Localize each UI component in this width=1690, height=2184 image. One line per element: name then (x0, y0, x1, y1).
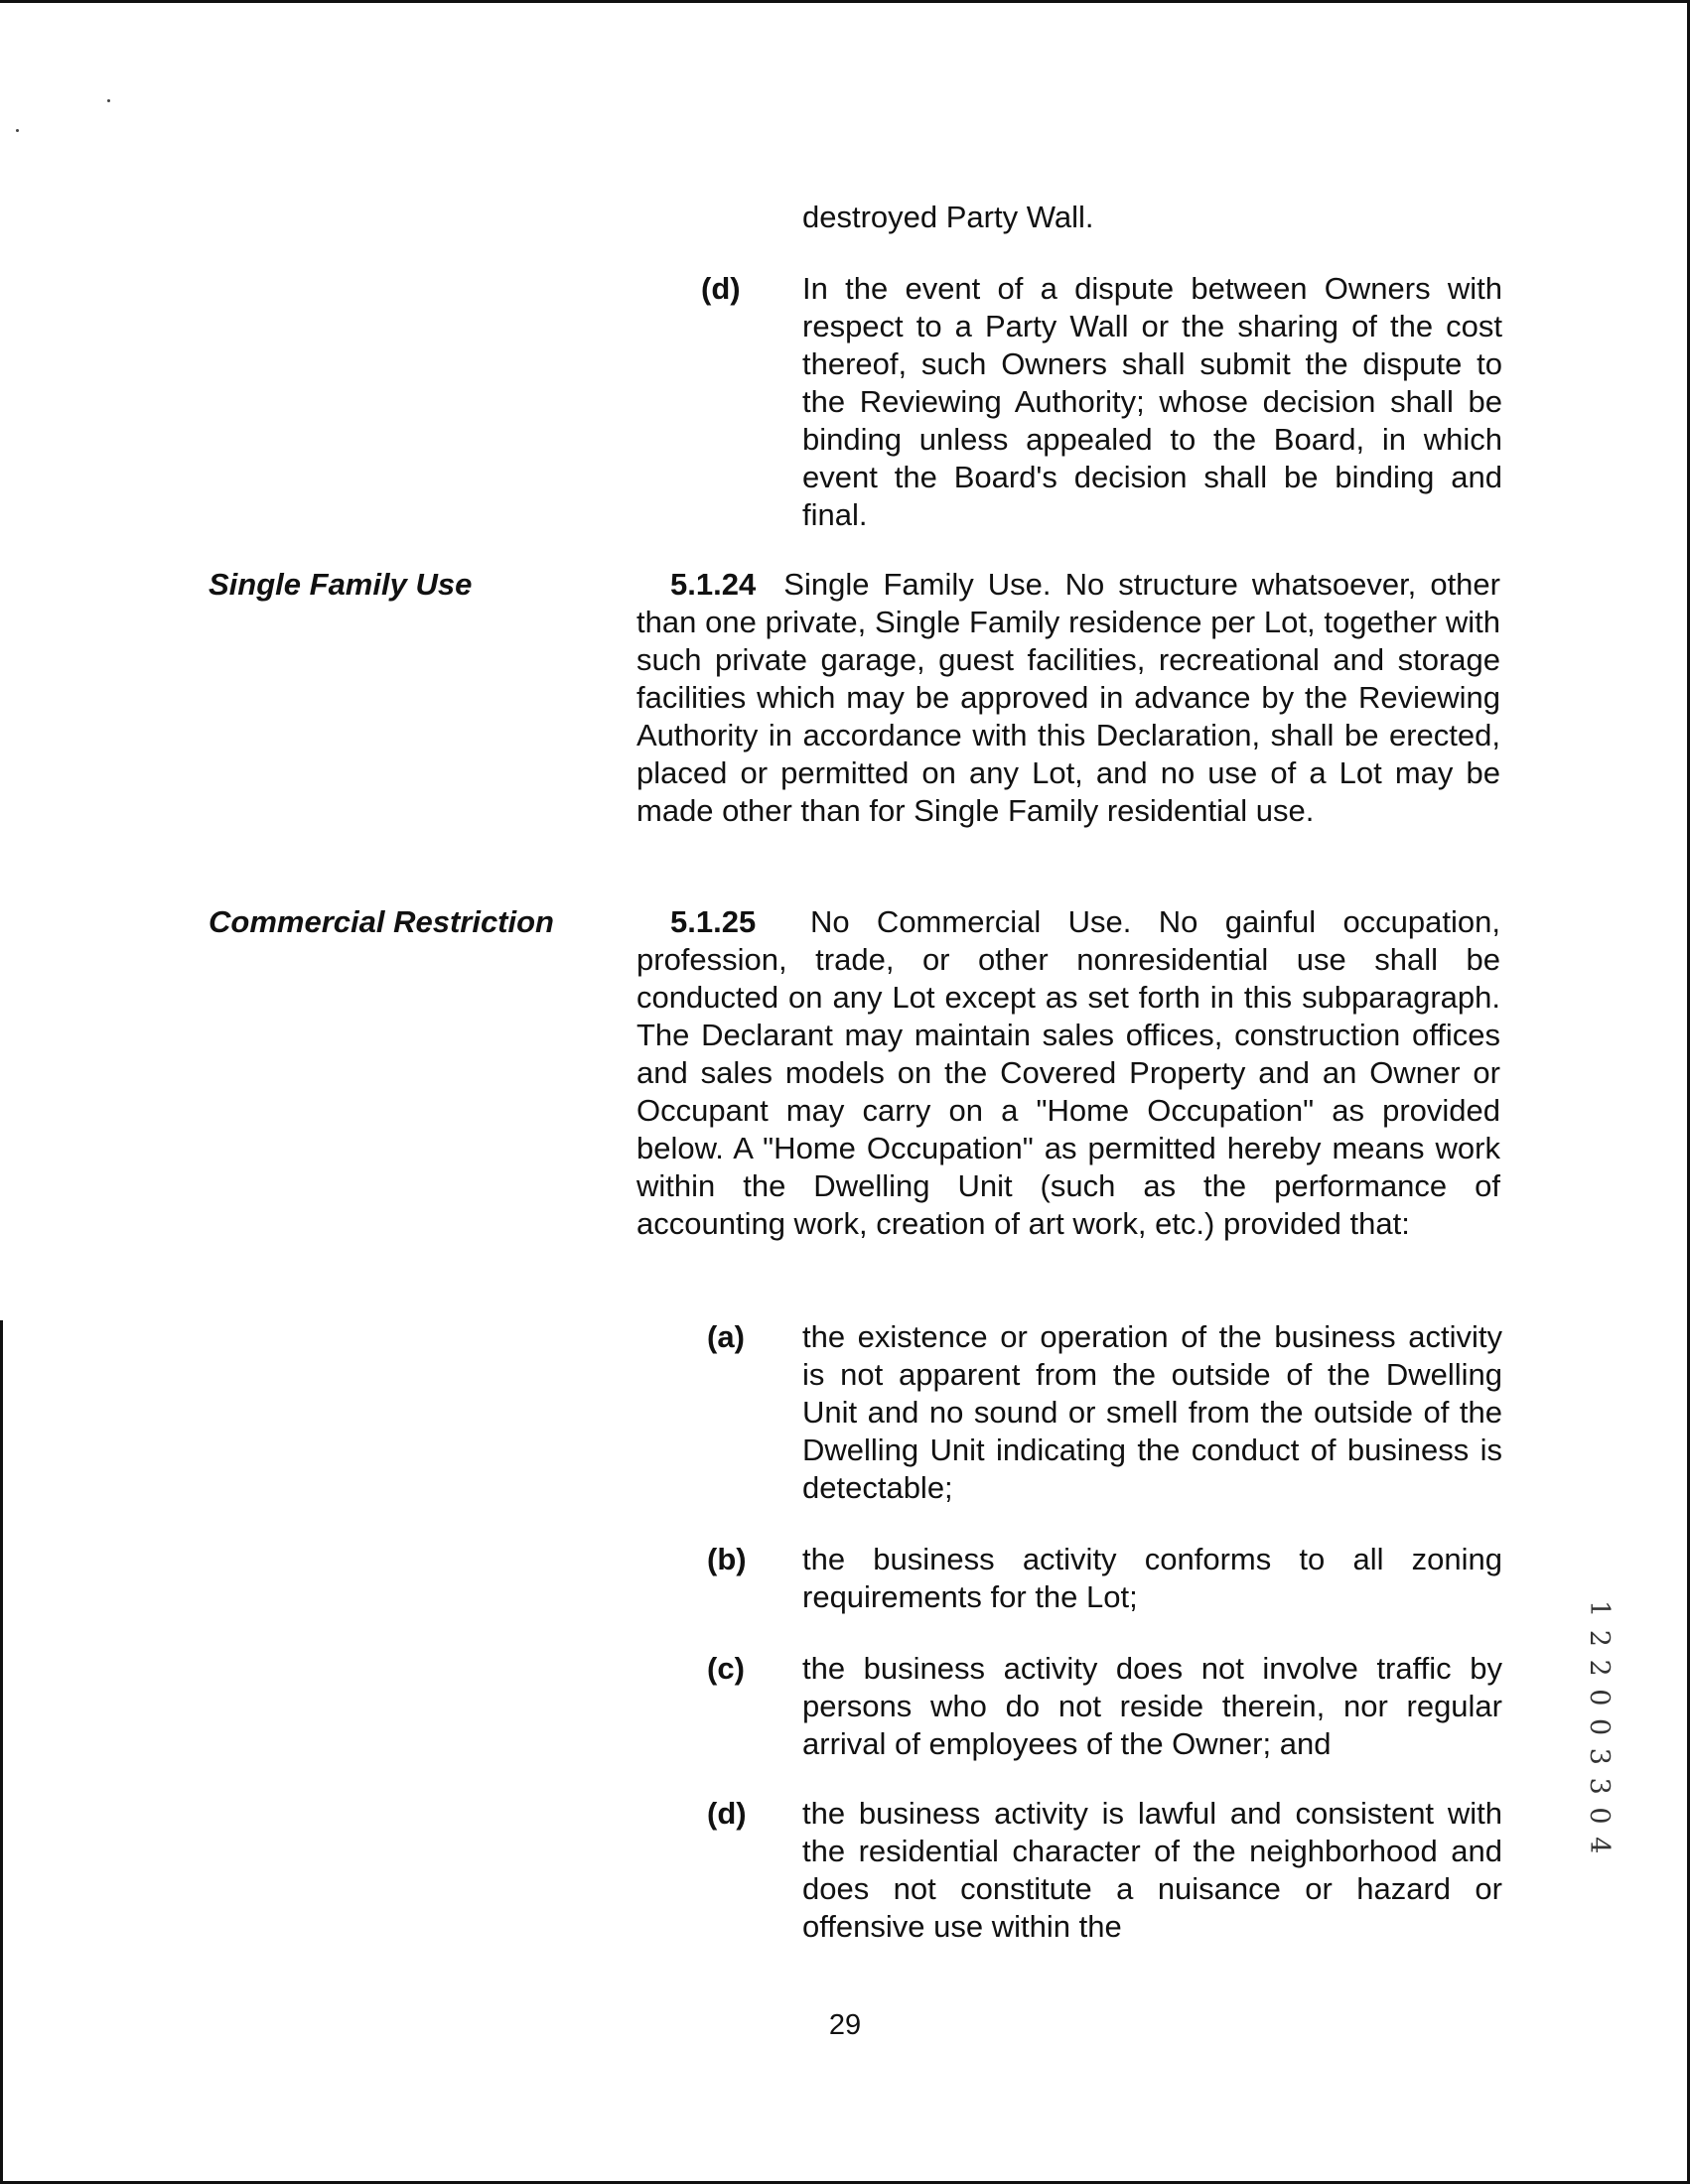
item-marker: (a) (707, 1319, 745, 1354)
page-border-top (0, 0, 1690, 3)
section-5-1-24-paragraph (636, 566, 1500, 830)
list-item-a-text: the existence or operation of the business activity is not apparent from the outside of the Dwelling Unit and no sound or smell from the outside of the Dwelling Unit indicating the conduct of business is detectable; (802, 1319, 1502, 1505)
document-stamp: 1 2 2 0 0 3 3 0 4 (1584, 1600, 1615, 1856)
item-marker: (d) (701, 271, 741, 306)
page-border-left (0, 1320, 3, 2184)
section-number: 5.1.24 (670, 567, 757, 602)
continuation-text: destroyed Party Wall. (802, 200, 1094, 234)
section-number: 5.1.25 (670, 904, 757, 939)
margin-label-commercial-restriction: Commercial Restriction (209, 904, 554, 939)
section-5-1-25-paragraph (636, 903, 1500, 1243)
section-text: No Commercial Use. No gainful occupation, profession, trade, or other nonresidential use shall be conducted on any Lot except as set forth in this subparagraph. The Declarant may maintain sales offices, construction offices and sales models on the Covered Property and an Owner or Occupant may carry on a "Home Occupation" as provided below. A "Home Occupation" as permitted hereby means work within the Dwelling Unit (such as the performance of accounting work, creation of art work, etc.) provided that: (636, 904, 1500, 1241)
page-number: 29 (828, 2009, 862, 2041)
item-marker: (c) (707, 1651, 745, 1686)
section-text: Single Family Use. No structure whatsoever, other than one private, Single Family residence per Lot, together with such private garage, guest facilities, recreational and storage facilities which may be approved in advance by the Reviewing Authority in accordance with this Declaration, shall be erected, placed or permitted on any Lot, and no use of a Lot may be made other than for Single Family residential use. (636, 567, 1500, 828)
scan-speck (107, 99, 110, 102)
list-item-b-text: the business activity conforms to all zoning requirements for the Lot; (802, 1542, 1502, 1614)
margin-label-single-family-use: Single Family Use (209, 567, 473, 602)
scan-speck (16, 129, 19, 132)
list-item-c-text: the business activity does not involve traffic by persons who do not reside therein, nor regular arrival of employees of the Owner; and (802, 1651, 1502, 1761)
list-item-d-text: the business activity is lawful and consistent with the residential character of the neighborhood and does not constitute a nuisance or hazard or offensive use within the (802, 1796, 1502, 1944)
item-marker: (d) (707, 1796, 747, 1831)
item-marker: (b) (707, 1542, 747, 1576)
party-wall-item-d-text: In the event of a dispute between Owners with respect to a Party Wall or the sharing of the cost thereof, such Owners shall submit the dispute to the Reviewing Authority; whose decision shall be binding unless appealed to the Board, in which event the Board's decision shall be binding and final. (802, 271, 1502, 532)
